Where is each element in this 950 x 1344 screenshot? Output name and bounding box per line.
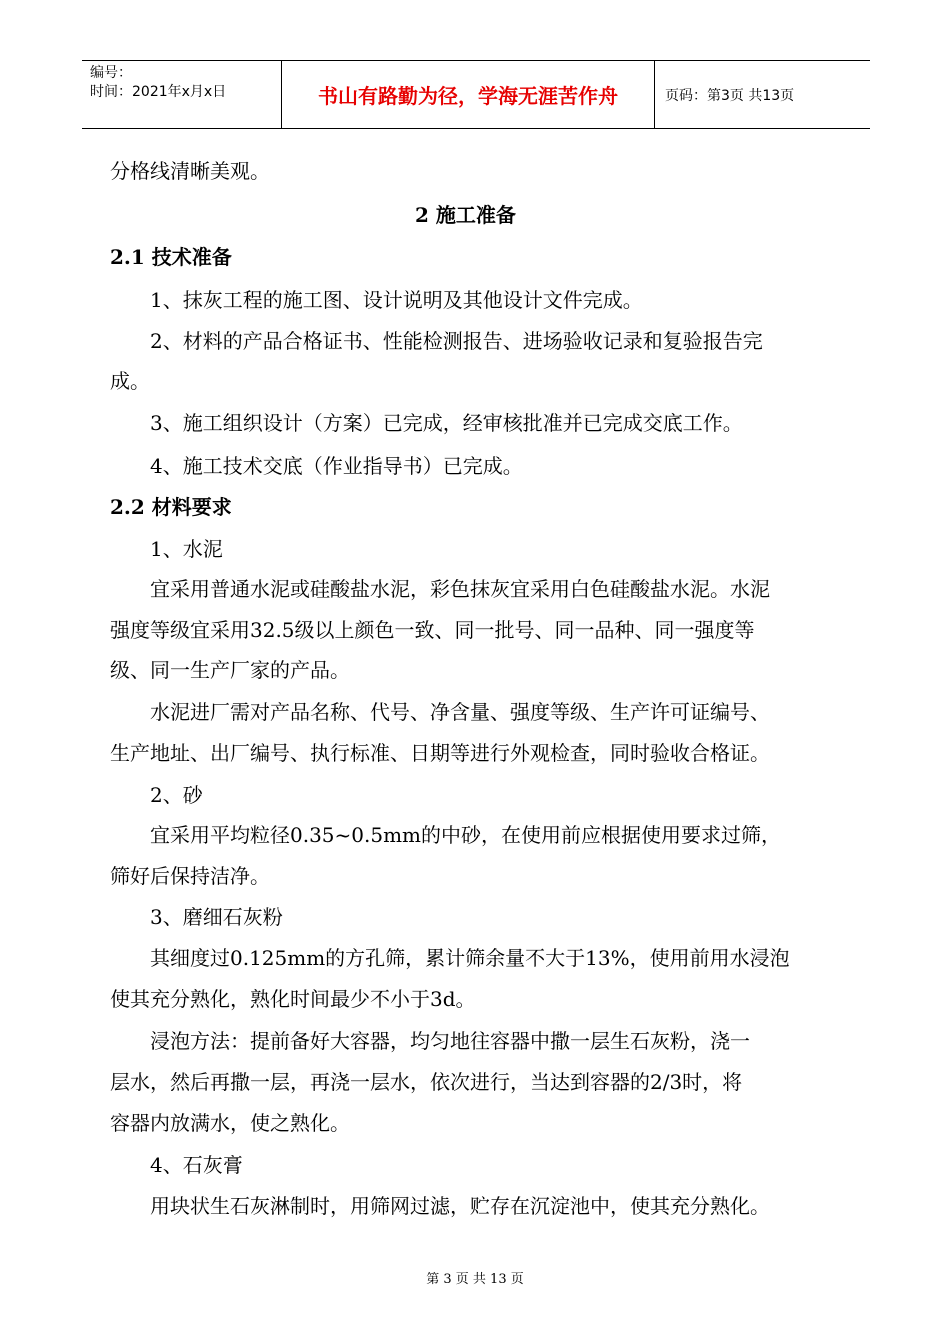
doc-time-label: 时间：2021年x月x日 [90,84,227,100]
paragraph-line: 强度等级宜采用32.5级以上颜色一致、同一批号、同一品种、同一强度等 [110,618,755,642]
item-heading: 3、磨细石灰粉 [150,905,283,929]
list-item: 2、材料的产品合格证书、性能检测报告、进场验收记录和复验报告完 [150,329,763,353]
paragraph-line: 级、同一生产厂家的产品。 [110,658,350,682]
header-page-info: 页码：第3页 共13页 [665,87,795,104]
paragraph-line: 水泥进厂需对产品名称、代号、净含量、强度等级、生产许可证编号、 [150,700,770,724]
paragraph-line: 浸泡方法：提前备好大容器，均匀地往容器中撒一层生石灰粉，浇一 [150,1029,750,1053]
list-item: 4、施工技术交底（作业指导书）已完成。 [150,454,523,478]
paragraph-line: 层水，然后再撒一层，再浇一层水，依次进行，当达到容器的2/3时，将 [110,1070,743,1094]
page-footer: 第 3 页 共 13 页 [426,1272,524,1287]
list-item: 3、施工组织设计（方案）已完成，经审核批准并已完成交底工作。 [150,411,743,435]
item-heading: 1、水泥 [150,537,223,561]
subsection-heading: 2.1 技术准备 [110,245,232,269]
list-item: 1、抹灰工程的施工图、设计说明及其他设计文件完成。 [150,288,643,312]
paragraph-line: 分格线清晰美观。 [110,159,270,183]
subsection-heading: 2.2 材料要求 [110,495,232,519]
doc-number-label: 编号： [90,65,132,81]
section-heading: 2 施工准备 [415,203,516,227]
paragraph-line: 生产地址、出厂编号、执行标准、日期等进行外观检查，同时验收合格证。 [110,741,770,765]
paragraph-line: 其细度过0.125mm的方孔筛，累计筛余量不大于13%，使用前用水浸泡 [150,946,790,970]
paragraph-line: 筛好后保持洁净。 [110,864,270,888]
page-header [82,60,870,129]
paragraph-line: 宜采用普通水泥或硅酸盐水泥，彩色抹灰宜采用白色硅酸盐水泥。水泥 [150,577,770,601]
paragraph-line: 容器内放满水，使之熟化。 [110,1111,350,1135]
paragraph-line: 用块状生石灰淋制时，用筛网过滤，贮存在沉淀池中，使其充分熟化。 [150,1194,770,1218]
header-meta [82,61,282,128]
paragraph-line: 成。 [110,369,150,393]
item-heading: 4、石灰膏 [150,1153,243,1177]
header-motto: 书山有路勤为径，学海无涯苦作舟 [282,61,655,128]
paragraph-line: 宜采用平均粒径0.35~0.5mm的中砂，在使用前应根据使用要求过筛， [150,823,782,847]
paragraph-line: 使其充分熟化，熟化时间最少不小于3d。 [110,987,476,1011]
item-heading: 2、砂 [150,783,203,807]
